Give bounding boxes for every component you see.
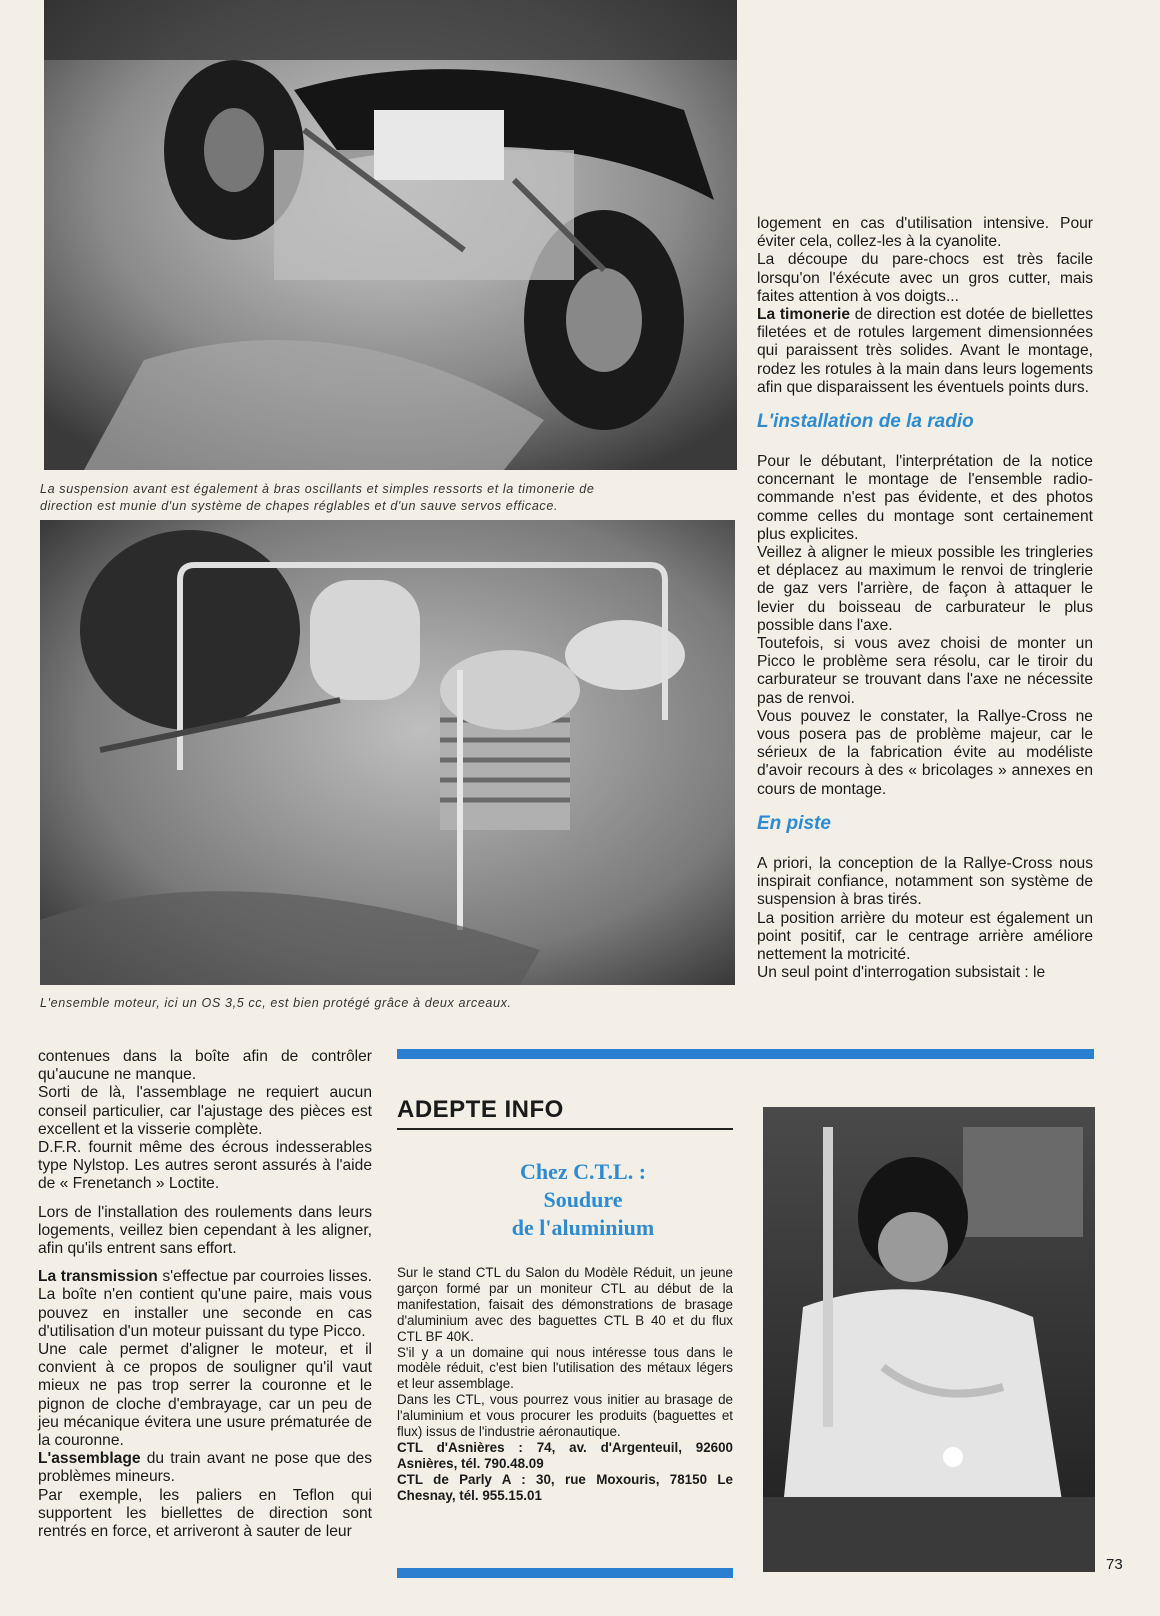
photo-front-suspension [44,0,737,470]
news-addr1: CTL d'Asnières : 74, av. d'Argenteuil, 92600 Asnières, tél. 790.48.09 [397,1439,733,1471]
right-p5: Veillez à aligner le mieux possible les tringleries et déplacez au maximum le renvoi de tringlerie de gaz vers l'arrière, de façon à attaquer le levier du boisseau de carburateur le plus possible dans l'axe. [757,544,1093,634]
right-p2: La découpe du pare-chocs est très facile lorsqu'on l'éxécute avec un gros cutter, mais faites attention à vos doigts... [757,251,1093,305]
news-p2: S'il y a un domaine qui nous intéresse tous dans le modèle réduit, c'est bien l'utilisation des métaux légers et leur assemblage. [397,1344,733,1392]
blue-bar-bottom [397,1568,733,1578]
left-column [38,1048,372,1541]
right-p7: Vous pouvez le constater, la Rallye-Cross ne vous posera pas de problème majeur, car le sérieux de la fabrication évite au modéliste d'avoir recours à des « bricolages » annexes en cours de montage. [757,707,1093,798]
page-number: 73 [1106,1556,1123,1573]
news-body [397,1265,733,1504]
left-p4: Lors de l'installation des roulements dans leurs logements, veillez bien cependant à les aligner, afin qu'ils entrent sans effort. [38,1203,372,1258]
photo-engine [40,520,735,985]
left-p2: Sorti de là, l'assemblage ne requiert aucun conseil particulier, car l'ajustage des pièces est excellent et la visserie complète. [38,1084,372,1138]
photo-welding [763,1107,1095,1572]
heading-radio: L'installation de la radio [757,411,974,433]
right-p6: Toutefois, si vous avez choisi de monter un Picco le problème sera résolu, car le tiroir du carburateur se trouvant dans l'axe ne nécessite pas de renvoi. [757,635,1093,707]
heading-en-piste: En piste [757,812,831,834]
right-p1: logement en cas d'utilisation intensive. Pour éviter cela, collez-les à la cyanolite. [757,215,1093,251]
news-addr2: CTL de Parly A : 30, rue Moxouris, 78150 Le Chesnay, tél. 955.15.01 [397,1471,733,1503]
news-p3: Dans les CTL, vous pourrez vous initier au brasage de l'aluminium et vous procurer les produits (baguettes et flux) issus de l'industrie aéronautique. [397,1392,733,1440]
left-p5: La transmission s'effectue par courroies lisses. La boîte n'en contient qu'une paire, mais vous pouvez en installer une seconde en cas d'utilisation d'un moteur puissant du type Picco. [38,1268,372,1340]
left-p7: L'assemblage du train avant ne pose que des problèmes mineurs. [38,1450,372,1486]
adepte-info-label: ADEPTE INFO [397,1096,733,1130]
news-title: Chez C.T.L. : Soudure de l'aluminium [511,1159,655,1240]
left-p3: D.F.R. fournit même des écrous indesserables type Nylstop. Les autres seront assurés à l'aide de « Frenetanch » Loctite. [38,1139,372,1193]
left-p6: Une cale permet d'aligner le moteur, et il convient à ce propos de souligner qu'il vaut mieux ne pas trop serrer la couronne et le pignon de cloche d'embrayage, car un peu de jeu mécanique évitera une usure prématurée de la couronne. [38,1341,372,1450]
left-p8: Par exemple, les paliers en Teflon qui supportent les biellettes de direction sont rentrés en force, et arriveront à sauter de leur [38,1486,372,1541]
right-column [757,215,1093,982]
right-p10: Un seul point d'interrogation subsistait : le [757,964,1046,982]
right-p9: La position arrière du moteur est également un point positif, car le centrage arrière améliore nettement la motricité. [757,909,1093,963]
photo-engine-icon [40,520,735,985]
blue-bar-top [397,1049,1094,1059]
caption-middle: L'ensemble moteur, ici un OS 3,5 cc, est bien protégé grâce à deux arceaux. [40,996,512,1010]
left-p1: contenues dans la boîte afin de contrôler qu'aucune ne manque. [38,1048,372,1084]
photo-car-front-suspension-icon [44,0,737,470]
photo-welding-icon [763,1107,1095,1572]
caption-top: La suspension avant est également à bras oscillants et simples ressorts et la timonerie de direction est munie d'un système de chapes réglables et d'un sauve servos efficace. [40,482,595,513]
right-p4: Pour le débutant, l'interprétation de la notice concernant le montage de l'ensemble radio-commande n'est pas évidente, et des photos comme celles du montage sont certainement plus explicites. [757,453,1093,543]
right-p3: La timonerie de direction est dotée de biellettes filetées et de rotules largement dimensionnées qui paraissent très solides. Avant le montage, rodez les rotules à la main dans leurs logements afin que disparaissent les éventuels points durs. [757,306,1093,396]
news-p1: Sur le stand CTL du Salon du Modèle Réduit, un jeune garçon formé par un moniteur CTL au début de la manifestation, faisait des démonstrations de brasage d'aluminium avec des baguettes CTL B 40 et du flux CTL BF 40K. [397,1265,733,1344]
right-p8: A priori, la conception de la Rallye-Cross nous inspirait confiance, notamment son système de suspension à bras tirés. [757,854,1093,909]
